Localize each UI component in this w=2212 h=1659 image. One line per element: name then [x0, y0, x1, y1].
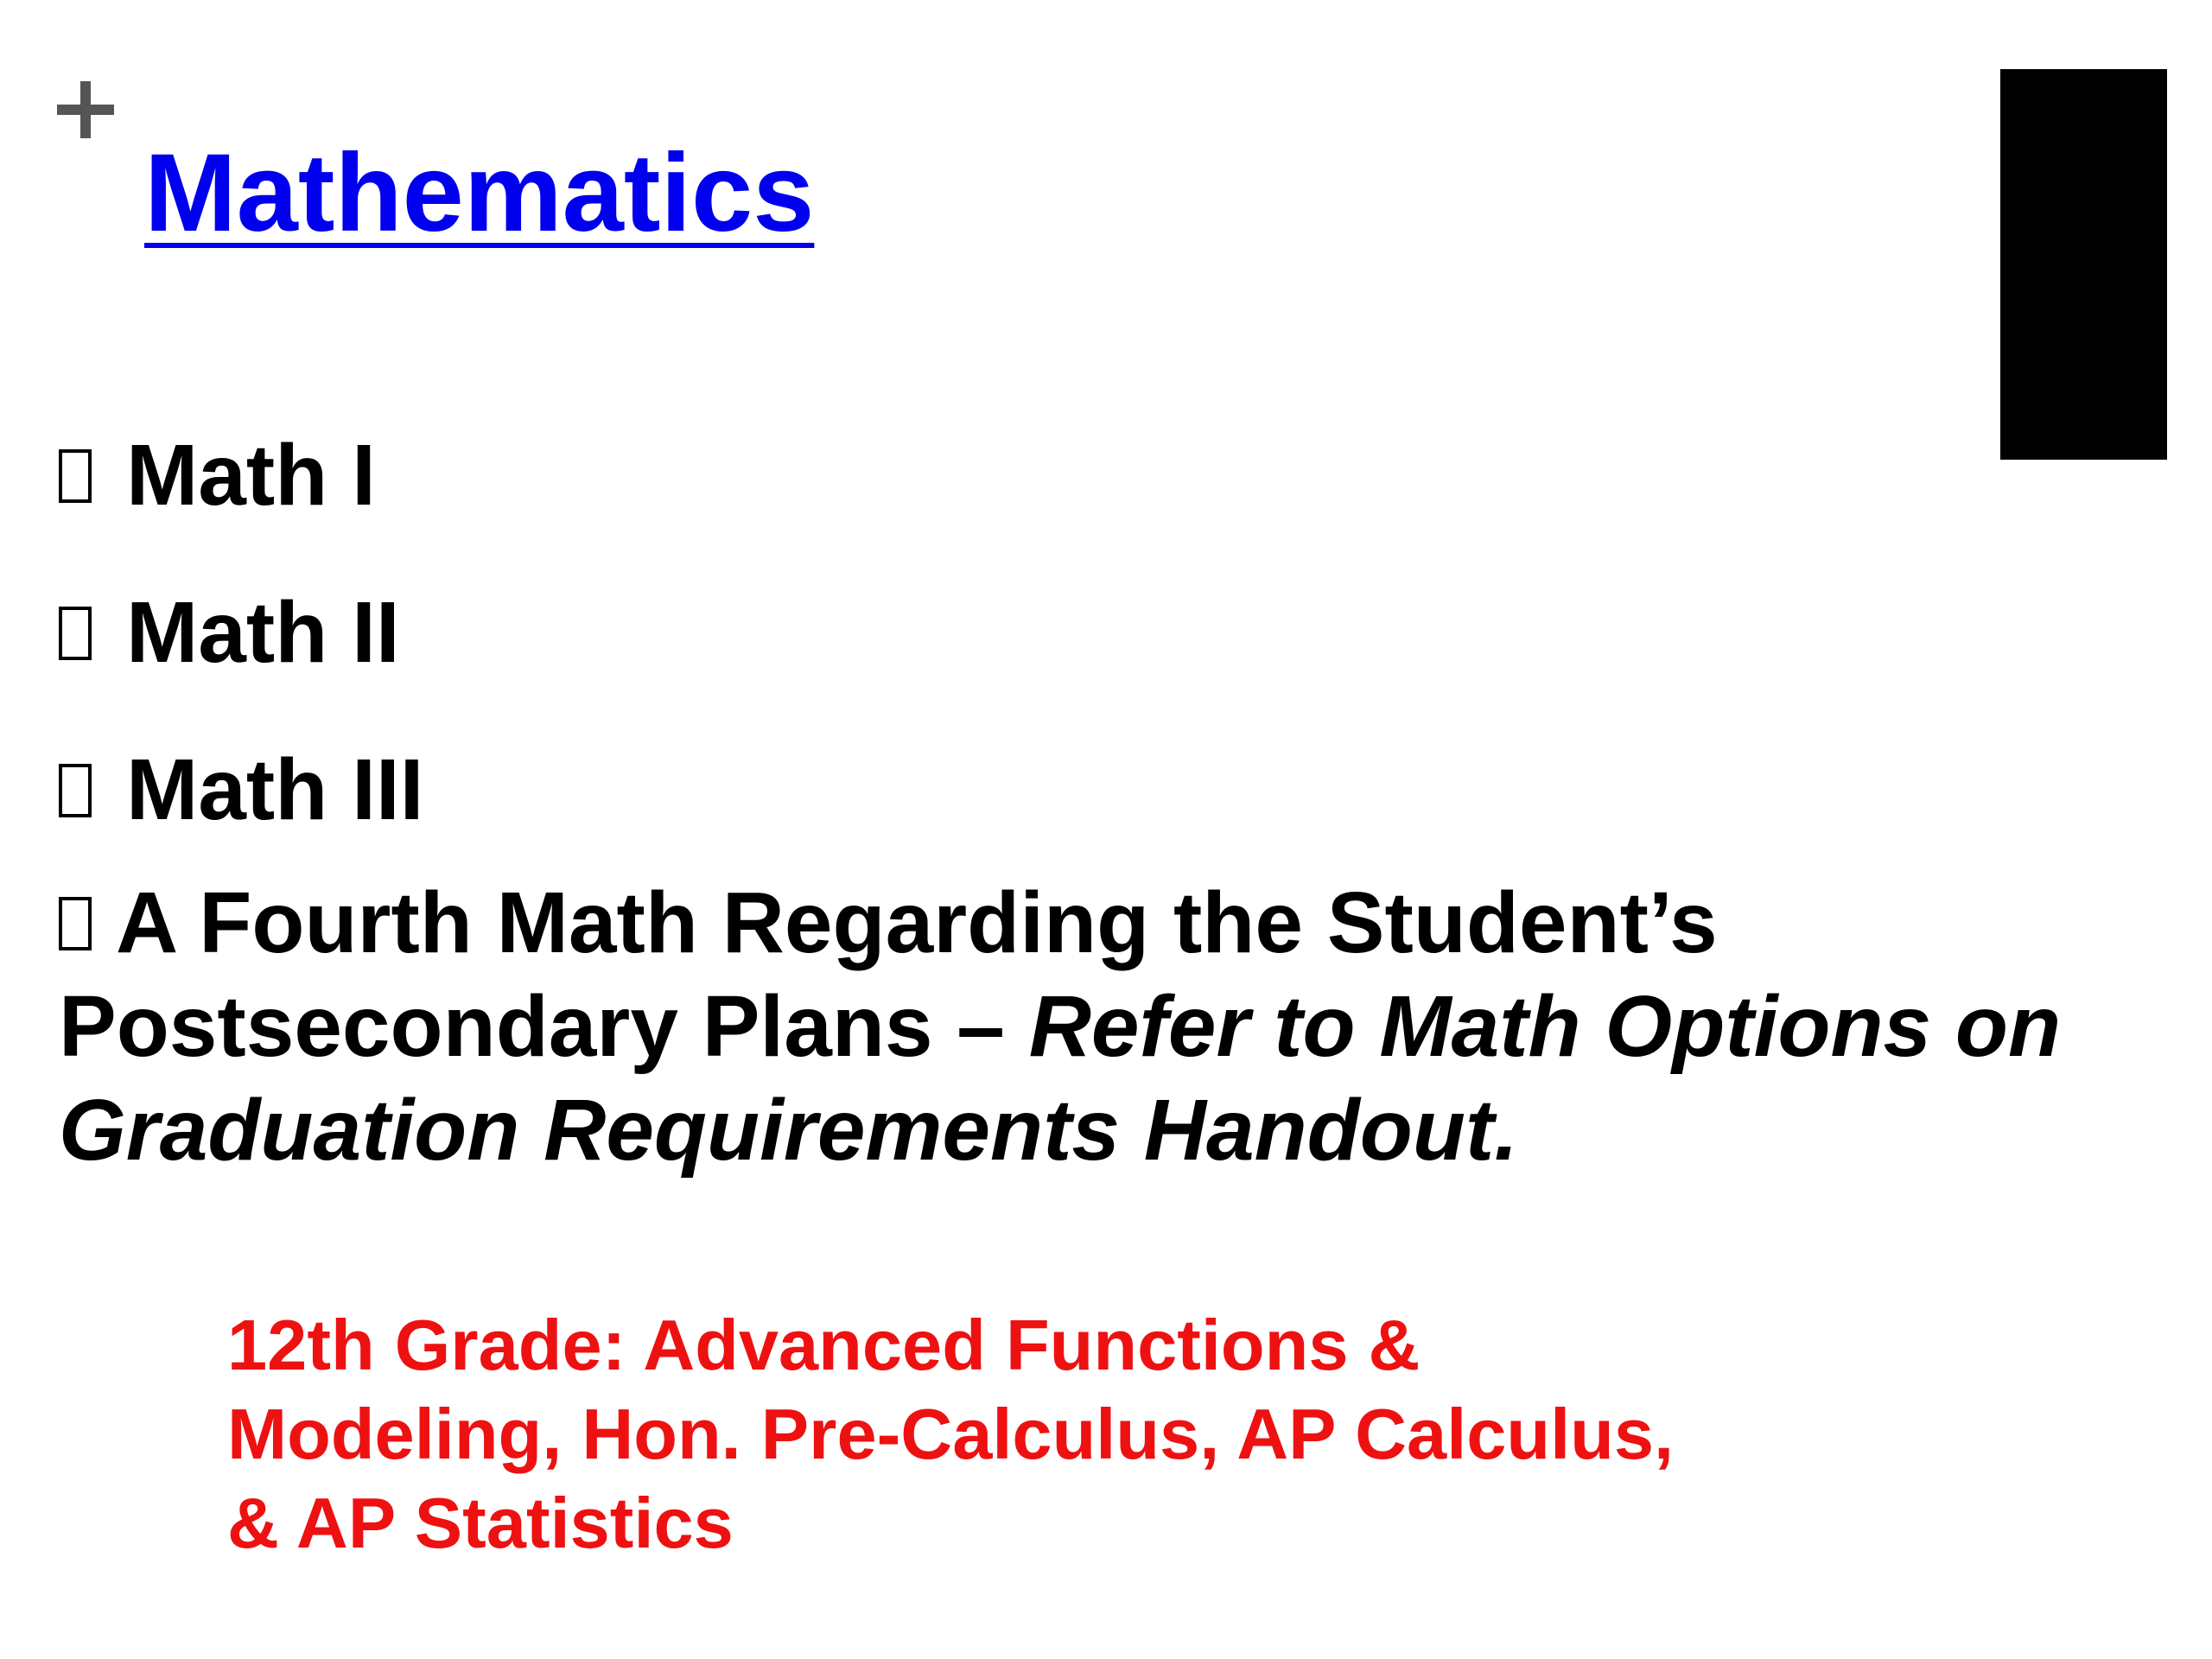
bullet-box-icon	[59, 607, 92, 660]
slide-title-link[interactable]: Mathematics	[144, 131, 815, 255]
black-bar	[2000, 69, 2167, 460]
grade-12-note: 12th Grade: Advanced Functions & Modeling, Hon. Pre-Calculus, AP Calculus, & AP Statistics	[227, 1305, 1675, 1563]
fourth-math-emphasis: Refer to Math Options on Graduation Requirements Handout.	[59, 978, 2062, 1179]
list-item-label: Math II	[126, 584, 400, 681]
fourth-math-item	[59, 871, 2133, 1182]
plus-icon	[57, 81, 114, 138]
bullet-box-icon	[59, 764, 92, 817]
list-item	[59, 423, 2098, 581]
course-list	[59, 423, 2098, 895]
bullet-box-icon	[59, 449, 92, 503]
bullet-box-icon	[59, 897, 92, 950]
list-item	[59, 581, 2098, 738]
fourth-math-lead: A Fourth Math Regarding the Student’s Postsecondary Plans –	[59, 874, 1718, 1075]
list-item-label: Math III	[126, 741, 424, 838]
list-item-label: Math I	[126, 427, 376, 524]
